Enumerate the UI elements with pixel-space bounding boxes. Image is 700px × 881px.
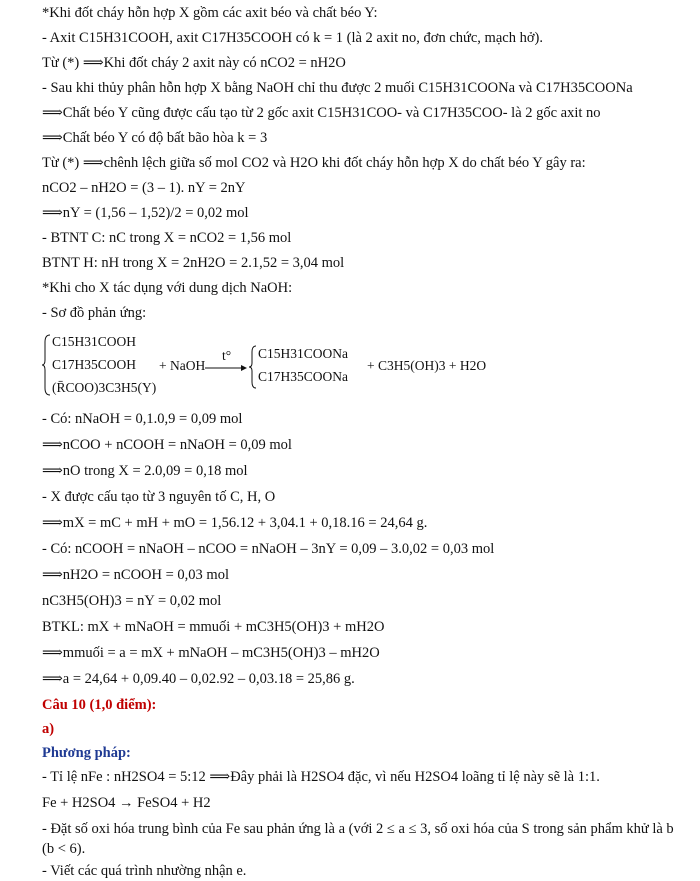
text-line: nCO2 – nH2O = (3 – 1). nY = 2nY [42, 180, 246, 196]
text-line: BTNT H: nH trong X = 2nH2O = 2.1,52 = 3,04 mol [42, 255, 345, 271]
reaction-scheme [42, 332, 502, 398]
text-line: *Khi cho X tác dụng với dung dịch NaOH: [42, 280, 293, 296]
part-a-heading: a) [42, 721, 55, 737]
text-line: Từ (*) ⟹chênh lệch giữa số mol CO2 và H2O khi đốt cháy hỗn hợp X do chất béo Y gây ra: [42, 155, 586, 171]
text-line: - Axit C15H31COOH, axit C17H35COOH có k = 1 (là 2 axit no, đơn chức, mạch hở). [42, 30, 543, 46]
text-line: *Khi đốt cháy hỗn hợp X gồm các axit béo và chất béo Y: [42, 5, 378, 21]
text-line: ⟹nO trong X = 2.0,09 = 0,18 mol [42, 463, 248, 479]
product-tail: + C3H5(OH)3 + H2O [367, 358, 487, 373]
text-line: ⟹nH2O = nCOOH = 0,03 mol [42, 567, 229, 583]
text-line: ⟹mX = mC + mH + mO = 1,56.12 + 3,04.1 + 0,18.16 = 24,64 g. [42, 515, 428, 531]
text-line: Fe + H2SO4 → FeSO4 + H2 [42, 795, 211, 811]
text-line: - Viết các quá trình nhường nhận e. [42, 863, 247, 879]
product-2: C17H35COONa [258, 369, 348, 384]
text-line: - Đặt số oxi hóa trung bình của Fe sau phản ứng là a (với 2 ≤ a ≤ 3, số oxi hóa của S trong sản phẩm khử là b [42, 821, 674, 837]
text-line: - Sơ đồ phản ứng: [42, 305, 147, 321]
method-heading: Phương pháp: [42, 745, 131, 761]
product-1: C15H31COONa [258, 346, 348, 361]
text-line: ⟹a = 24,64 + 0,09.40 – 0,02.92 – 0,03.18 = 25,86 g. [42, 671, 355, 687]
text-line: - X được cấu tạo từ 3 nguyên tố C, H, O [42, 489, 276, 505]
text-line: BTKL: mX + mNaOH = mmuối + mC3H5(OH)3 + mH2O [42, 619, 385, 635]
text-line: Từ (*) ⟹Khi đốt cháy 2 axit này có nCO2 = nH2O [42, 55, 346, 71]
text-line: ⟹Chất béo Y cũng được cấu tạo từ 2 gốc axit C15H31COO- và C17H35COO- là 2 gốc axit no [42, 105, 601, 121]
text-line: - BTNT C: nC trong X = nCO2 = 1,56 mol [42, 230, 292, 246]
text-line: ⟹Chất béo Y có độ bất bão hòa k = 3 [42, 130, 268, 146]
text-line: - Có: nNaOH = 0,1.0,9 = 0,09 mol [42, 411, 243, 427]
text-line: ⟹nCOO + nCOOH = nNaOH = 0,09 mol [42, 437, 292, 453]
condition-label: t° [222, 348, 232, 363]
question-heading: Câu 10 (1,0 điểm): [42, 697, 157, 713]
text-line: (b < 6). [42, 841, 86, 857]
naoh-term: + NaOH [159, 358, 206, 373]
text-line: - Có: nCOOH = nNaOH – nCOO = nNaOH – 3nY = 0,09 – 3.0,02 = 0,03 mol [42, 541, 495, 557]
reactant-2: C17H35COOH [52, 357, 137, 372]
reactant-3: (R̄COO)3C3H5(Y) [52, 380, 157, 395]
text-line: ⟹nY = (1,56 – 1,52)/2 = 0,02 mol [42, 205, 249, 221]
text-line: - Tỉ lệ nFe : nH2SO4 = 5:12 ⟹Đây phải là H2SO4 đặc, vì nếu H2SO4 loãng tỉ lệ này sẽ là 1:1. [42, 769, 600, 785]
reactant-1: C15H31COOH [52, 334, 137, 349]
text-line: ⟹mmuối = a = mX + mNaOH – mC3H5(OH)3 – mH2O [42, 645, 380, 661]
text-line: nC3H5(OH)3 = nY = 0,02 mol [42, 593, 222, 609]
text-line: - Sau khi thủy phân hỗn hợp X bằng NaOH chỉ thu được 2 muối C15H31COONa và C17H35COONa [42, 80, 633, 96]
